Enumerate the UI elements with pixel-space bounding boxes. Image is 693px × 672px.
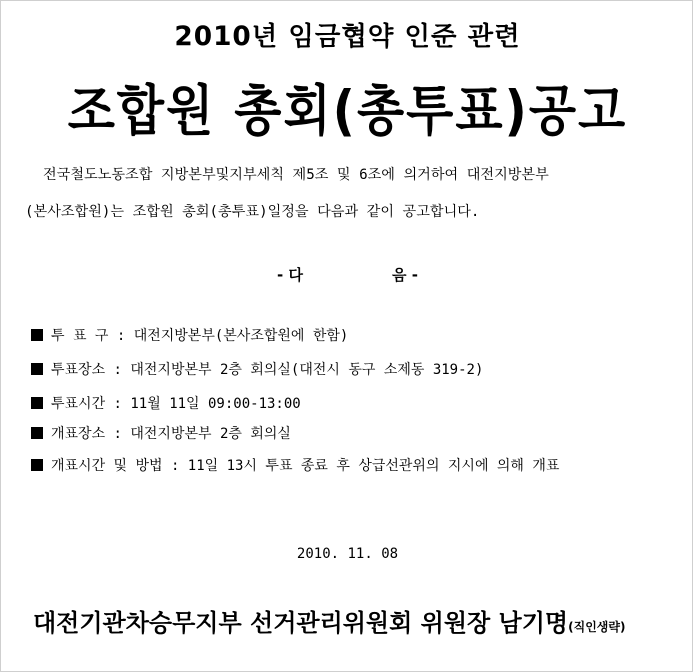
signature-block bbox=[33, 603, 625, 638]
list-item-text: 개표장소 : 대전지방본부 2층 회의실 bbox=[51, 426, 291, 442]
square-bullet-icon bbox=[31, 427, 43, 439]
list-item-text: 투표장소 : 대전지방본부 2층 회의실(대전시 동구 소제동 319-2) bbox=[51, 362, 484, 378]
square-bullet-icon bbox=[31, 363, 43, 375]
list-item-voting-district bbox=[31, 325, 348, 345]
notice-title: 조합원 총회(총투표)공고 bbox=[67, 79, 628, 144]
section-heading-left: - 다 bbox=[277, 266, 303, 284]
section-heading-right: 음 - bbox=[392, 266, 418, 284]
list-item-text: 개표시간 및 방법 : 11일 13시 투표 종료 후 상급선관위의 지시에 의해 개표 bbox=[51, 458, 560, 474]
list-item-counting-place bbox=[31, 423, 291, 443]
notice-date: 2010. 11. 08 bbox=[296, 546, 399, 562]
square-bullet-icon bbox=[31, 329, 43, 341]
list-item-voting-place bbox=[31, 359, 483, 379]
square-bullet-icon bbox=[31, 397, 43, 409]
notice-subtitle: 2010년 임금협약 인준 관련 bbox=[174, 22, 521, 52]
signature-name: 대전기관차승무지부 선거관리위원회 위원장 남기명 bbox=[33, 609, 569, 637]
intro-line-1: 전국철도노동조합 지방본부및지부세칙 제5조 및 6조에 의거하여 대전지방본부 bbox=[43, 167, 549, 183]
list-item-text: 투 표 구 : 대전지방본부(본사조합원에 한함) bbox=[51, 328, 349, 344]
list-item-voting-time bbox=[31, 393, 301, 413]
seal-omitted-note: (직인생략) bbox=[568, 620, 626, 634]
square-bullet-icon bbox=[31, 459, 43, 471]
intro-line-2: (본사조합원)는 조합원 총회(총투표)일정을 다음과 같이 공고합니다. bbox=[25, 204, 480, 220]
list-item-counting-method bbox=[31, 455, 559, 475]
list-item-text: 투표시간 : 11월 11일 09:00-13:00 bbox=[51, 396, 301, 412]
